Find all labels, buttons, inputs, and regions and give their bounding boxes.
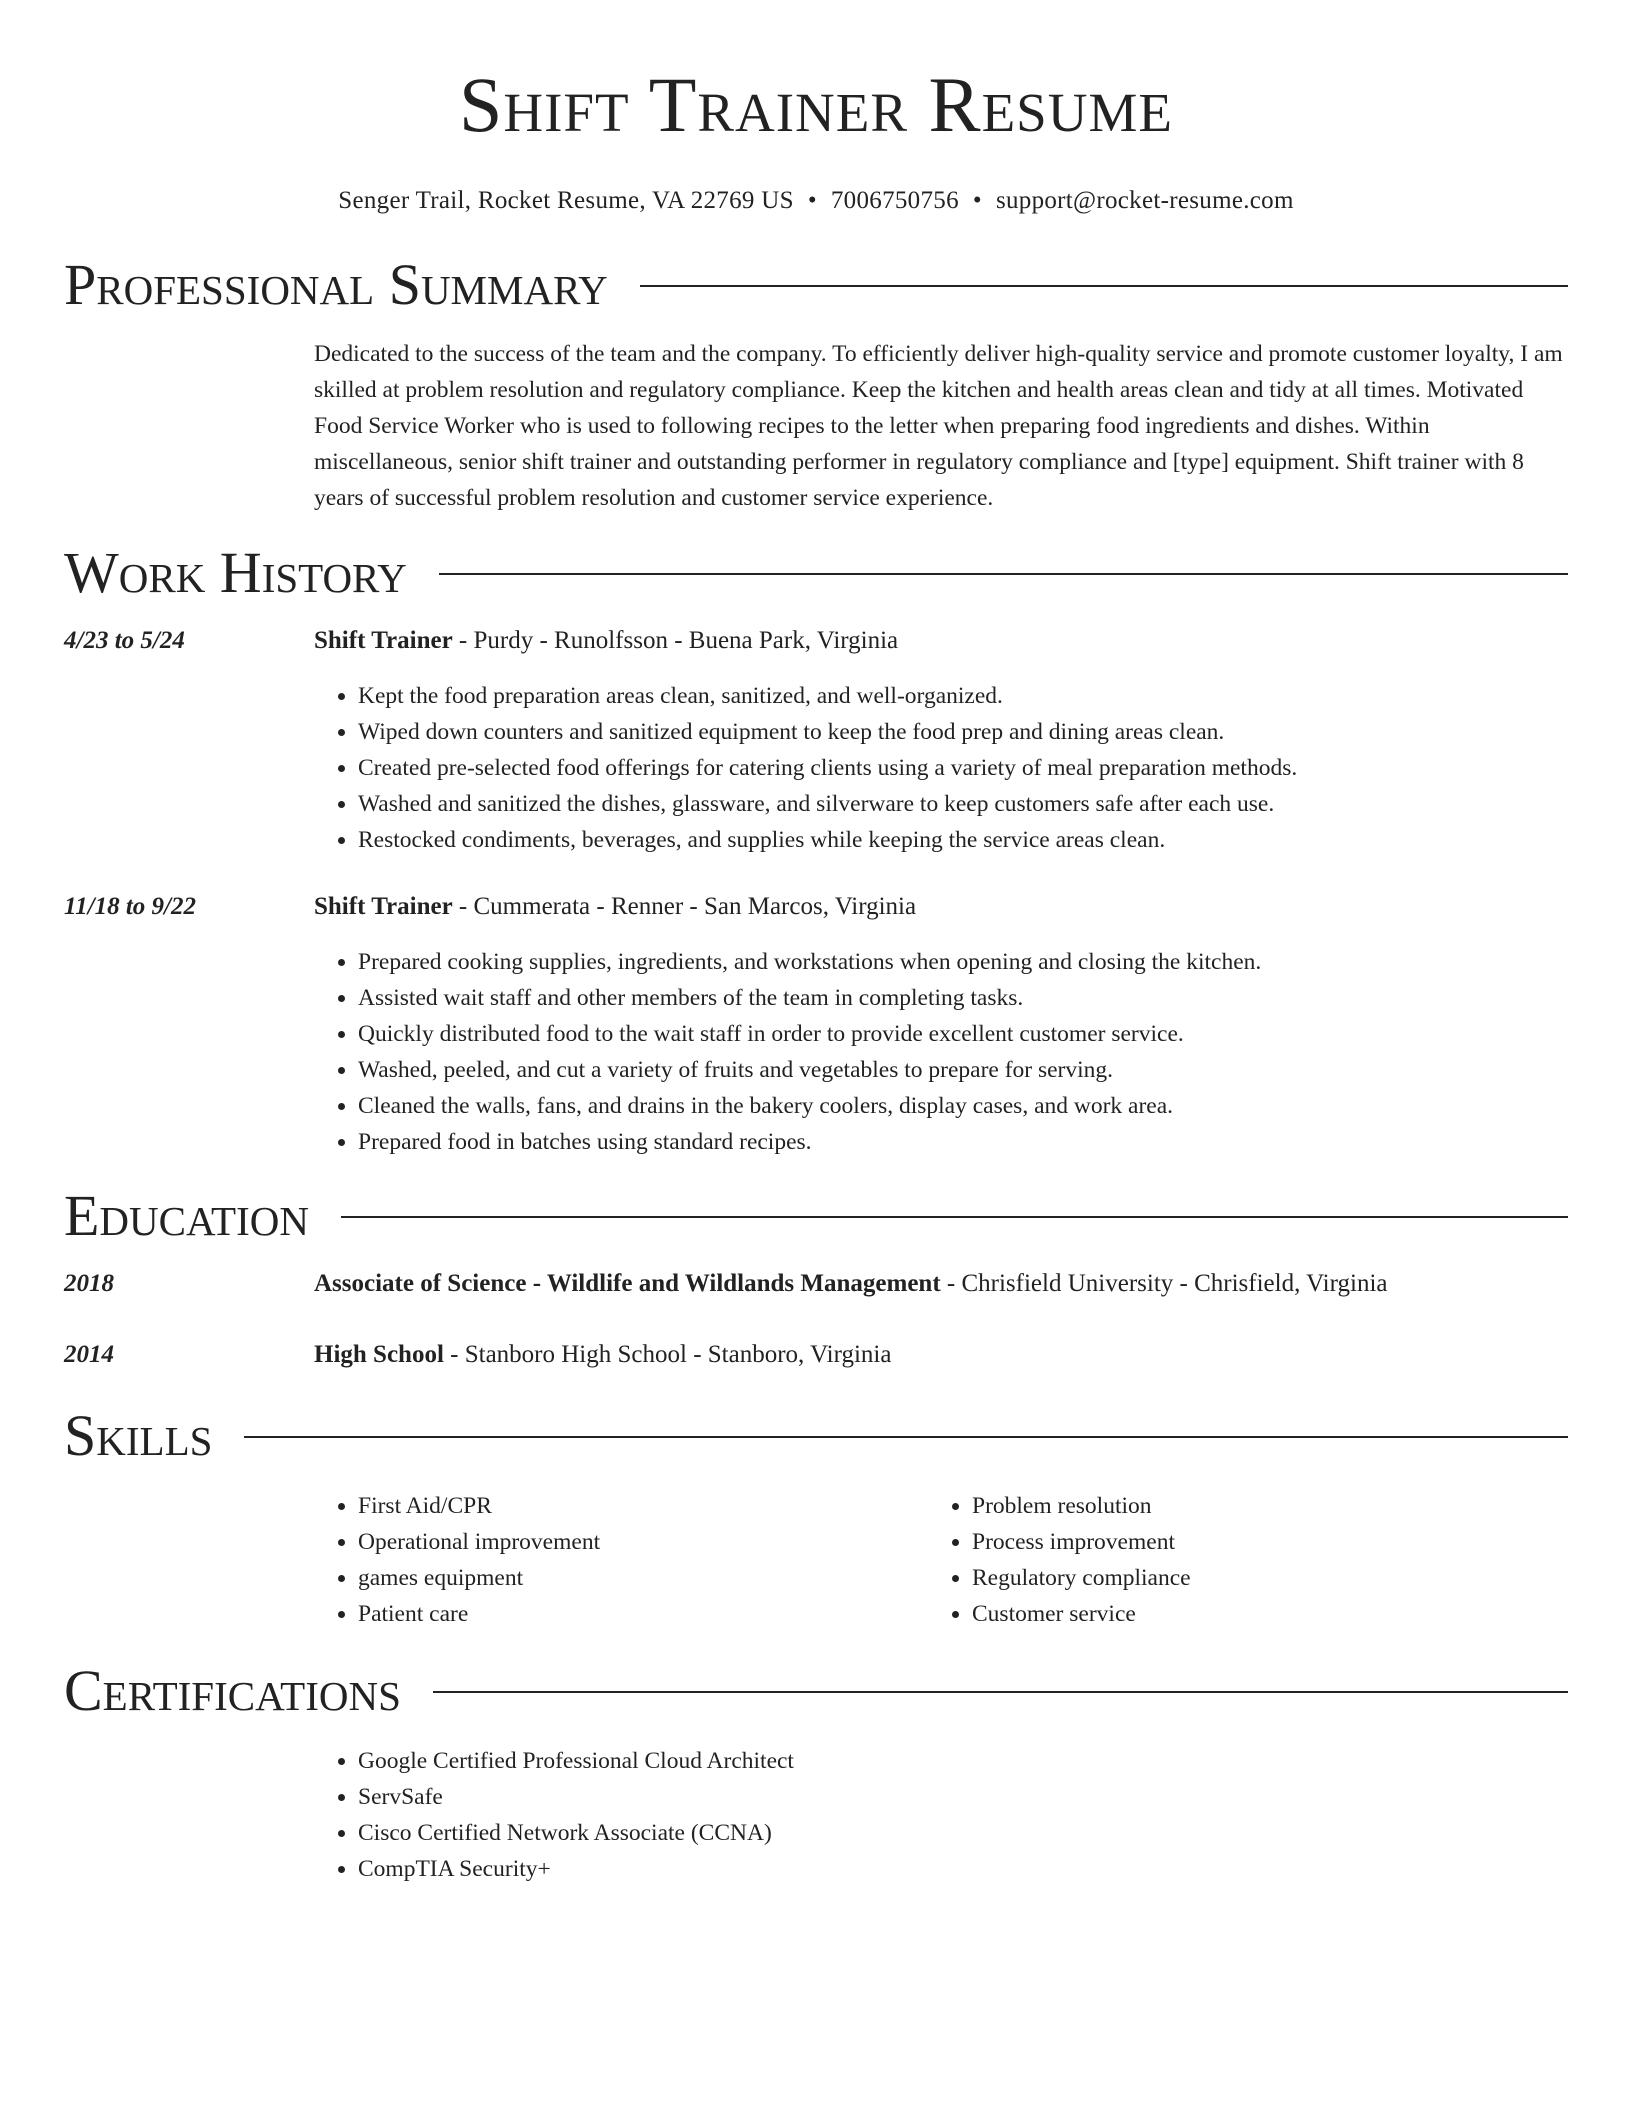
education-heading bbox=[314, 1338, 891, 1372]
list-item: • Wiped down counters and sanitized equipment to keep the food prep and dining areas clean. bbox=[358, 714, 1297, 750]
list-item: • Washed and sanitized the dishes, glassware, and silverware to keep customers safe after each use. bbox=[358, 786, 1297, 822]
list-item: • Problem resolution bbox=[972, 1488, 1191, 1524]
list-item: • Patient care bbox=[358, 1596, 600, 1632]
job-heading bbox=[314, 624, 898, 658]
contact-address: Senger Trail, Rocket Resume, VA 22769 US bbox=[338, 187, 794, 214]
section-divider bbox=[433, 1691, 1568, 1693]
job-bullets bbox=[314, 944, 1261, 1160]
list-item: • Created pre-selected food offerings for catering clients using a variety of meal preparation methods. bbox=[358, 750, 1297, 786]
section-header-certifications bbox=[64, 1659, 1568, 1723]
list-item: • games equipment bbox=[358, 1560, 600, 1596]
list-item: • ServSafe bbox=[358, 1779, 794, 1815]
section-header-work-history bbox=[64, 541, 1568, 605]
list-item: • Process improvement bbox=[972, 1524, 1191, 1560]
resume-title: Shift Trainer Resume bbox=[459, 61, 1173, 148]
list-item: • Customer service bbox=[972, 1596, 1191, 1632]
contact-line bbox=[64, 186, 1568, 216]
skills-column-left bbox=[314, 1488, 600, 1632]
list-item: • Prepared food in batches using standard recipes. bbox=[358, 1124, 1261, 1160]
job-heading bbox=[314, 890, 916, 924]
section-divider bbox=[439, 573, 1568, 575]
education-degree: High School bbox=[314, 1341, 444, 1368]
list-item: • Prepared cooking supplies, ingredients, and workstations when opening and closing the kitchen. bbox=[358, 944, 1261, 980]
certifications-list bbox=[314, 1743, 794, 1887]
education-degree: Associate of Science - Wildlife and Wildlands Management bbox=[314, 1270, 941, 1297]
job-details: - Cummerata - Renner - San Marcos, Virginia bbox=[452, 893, 917, 920]
section-divider bbox=[640, 285, 1568, 287]
resume-page bbox=[64, 0, 1568, 1882]
education-year: 2014 bbox=[64, 1341, 114, 1368]
list-item: • Kept the food preparation areas clean, sanitized, and well-organized. bbox=[358, 678, 1297, 714]
education-year: 2018 bbox=[64, 1270, 114, 1297]
section-title-work-history: Work History bbox=[64, 540, 407, 605]
list-item: • Cisco Certified Network Associate (CCNA) bbox=[358, 1815, 794, 1851]
section-divider bbox=[244, 1436, 1568, 1438]
list-item: • Operational improvement bbox=[358, 1524, 600, 1560]
list-item: • Quickly distributed food to the wait staff in order to provide excellent customer service. bbox=[358, 1016, 1261, 1052]
list-item: • Cleaned the walls, fans, and drains in the bakery coolers, display cases, and work area. bbox=[358, 1088, 1261, 1124]
section-header-education bbox=[64, 1184, 1568, 1248]
job-bullets bbox=[314, 678, 1297, 858]
job-dates: 4/23 to 5/24 bbox=[64, 627, 185, 654]
section-header-summary bbox=[64, 253, 1568, 317]
contact-email[interactable]: support@rocket-resume.com bbox=[995, 187, 1294, 214]
list-item: • Washed, peeled, and cut a variety of fruits and vegetables to prepare for serving. bbox=[358, 1052, 1261, 1088]
list-item: • Google Certified Professional Cloud Architect bbox=[358, 1743, 794, 1779]
education-details: - Chrisfield University - Chrisfield, Virginia bbox=[940, 1270, 1388, 1297]
section-title-summary: Professional Summary bbox=[64, 252, 608, 317]
list-item: • Restocked condiments, beverages, and supplies while keeping the service areas clean. bbox=[358, 822, 1297, 858]
education-details: - Stanboro High School - Stanboro, Virginia bbox=[443, 1341, 892, 1368]
contact-phone: 7006750756 bbox=[830, 187, 959, 214]
job-details: - Purdy - Runolfsson - Buena Park, Virginia bbox=[452, 627, 899, 654]
contact-separator: • bbox=[972, 187, 982, 214]
section-divider bbox=[341, 1216, 1568, 1218]
section-title-education: Education bbox=[64, 1183, 309, 1248]
section-title-certifications: Certifications bbox=[64, 1658, 401, 1723]
job-title: Shift Trainer bbox=[314, 627, 453, 654]
list-item: • CompTIA Security+ bbox=[358, 1851, 794, 1887]
job-dates: 11/18 to 9/22 bbox=[64, 893, 196, 920]
list-item: • Regulatory compliance bbox=[972, 1560, 1191, 1596]
education-heading bbox=[314, 1267, 1387, 1301]
skills-column-right bbox=[928, 1488, 1191, 1632]
section-header-skills bbox=[64, 1404, 1568, 1468]
job-title: Shift Trainer bbox=[314, 893, 453, 920]
section-title-skills: Skills bbox=[64, 1403, 213, 1468]
list-item: • First Aid/CPR bbox=[358, 1488, 600, 1524]
contact-separator: • bbox=[807, 187, 817, 214]
list-item: • Assisted wait staff and other members of the team in completing tasks. bbox=[358, 980, 1261, 1016]
summary-text: Dedicated to the success of the team and the company. To efficiently deliver high-quality service and promote customer loyalty, I am skilled at problem resolution and regulatory compliance. Keep the kitchen and health areas clean and tidy at all times. Motivated Food Service Worker who is used to following recipes to the letter when preparing food ingredients and dishes. Within miscellaneous, senior shift trainer and outstanding performer in regulatory compliance and [type] equipment. Shift trainer with 8 years of successful problem resolution and customer service experience. bbox=[314, 341, 1563, 511]
